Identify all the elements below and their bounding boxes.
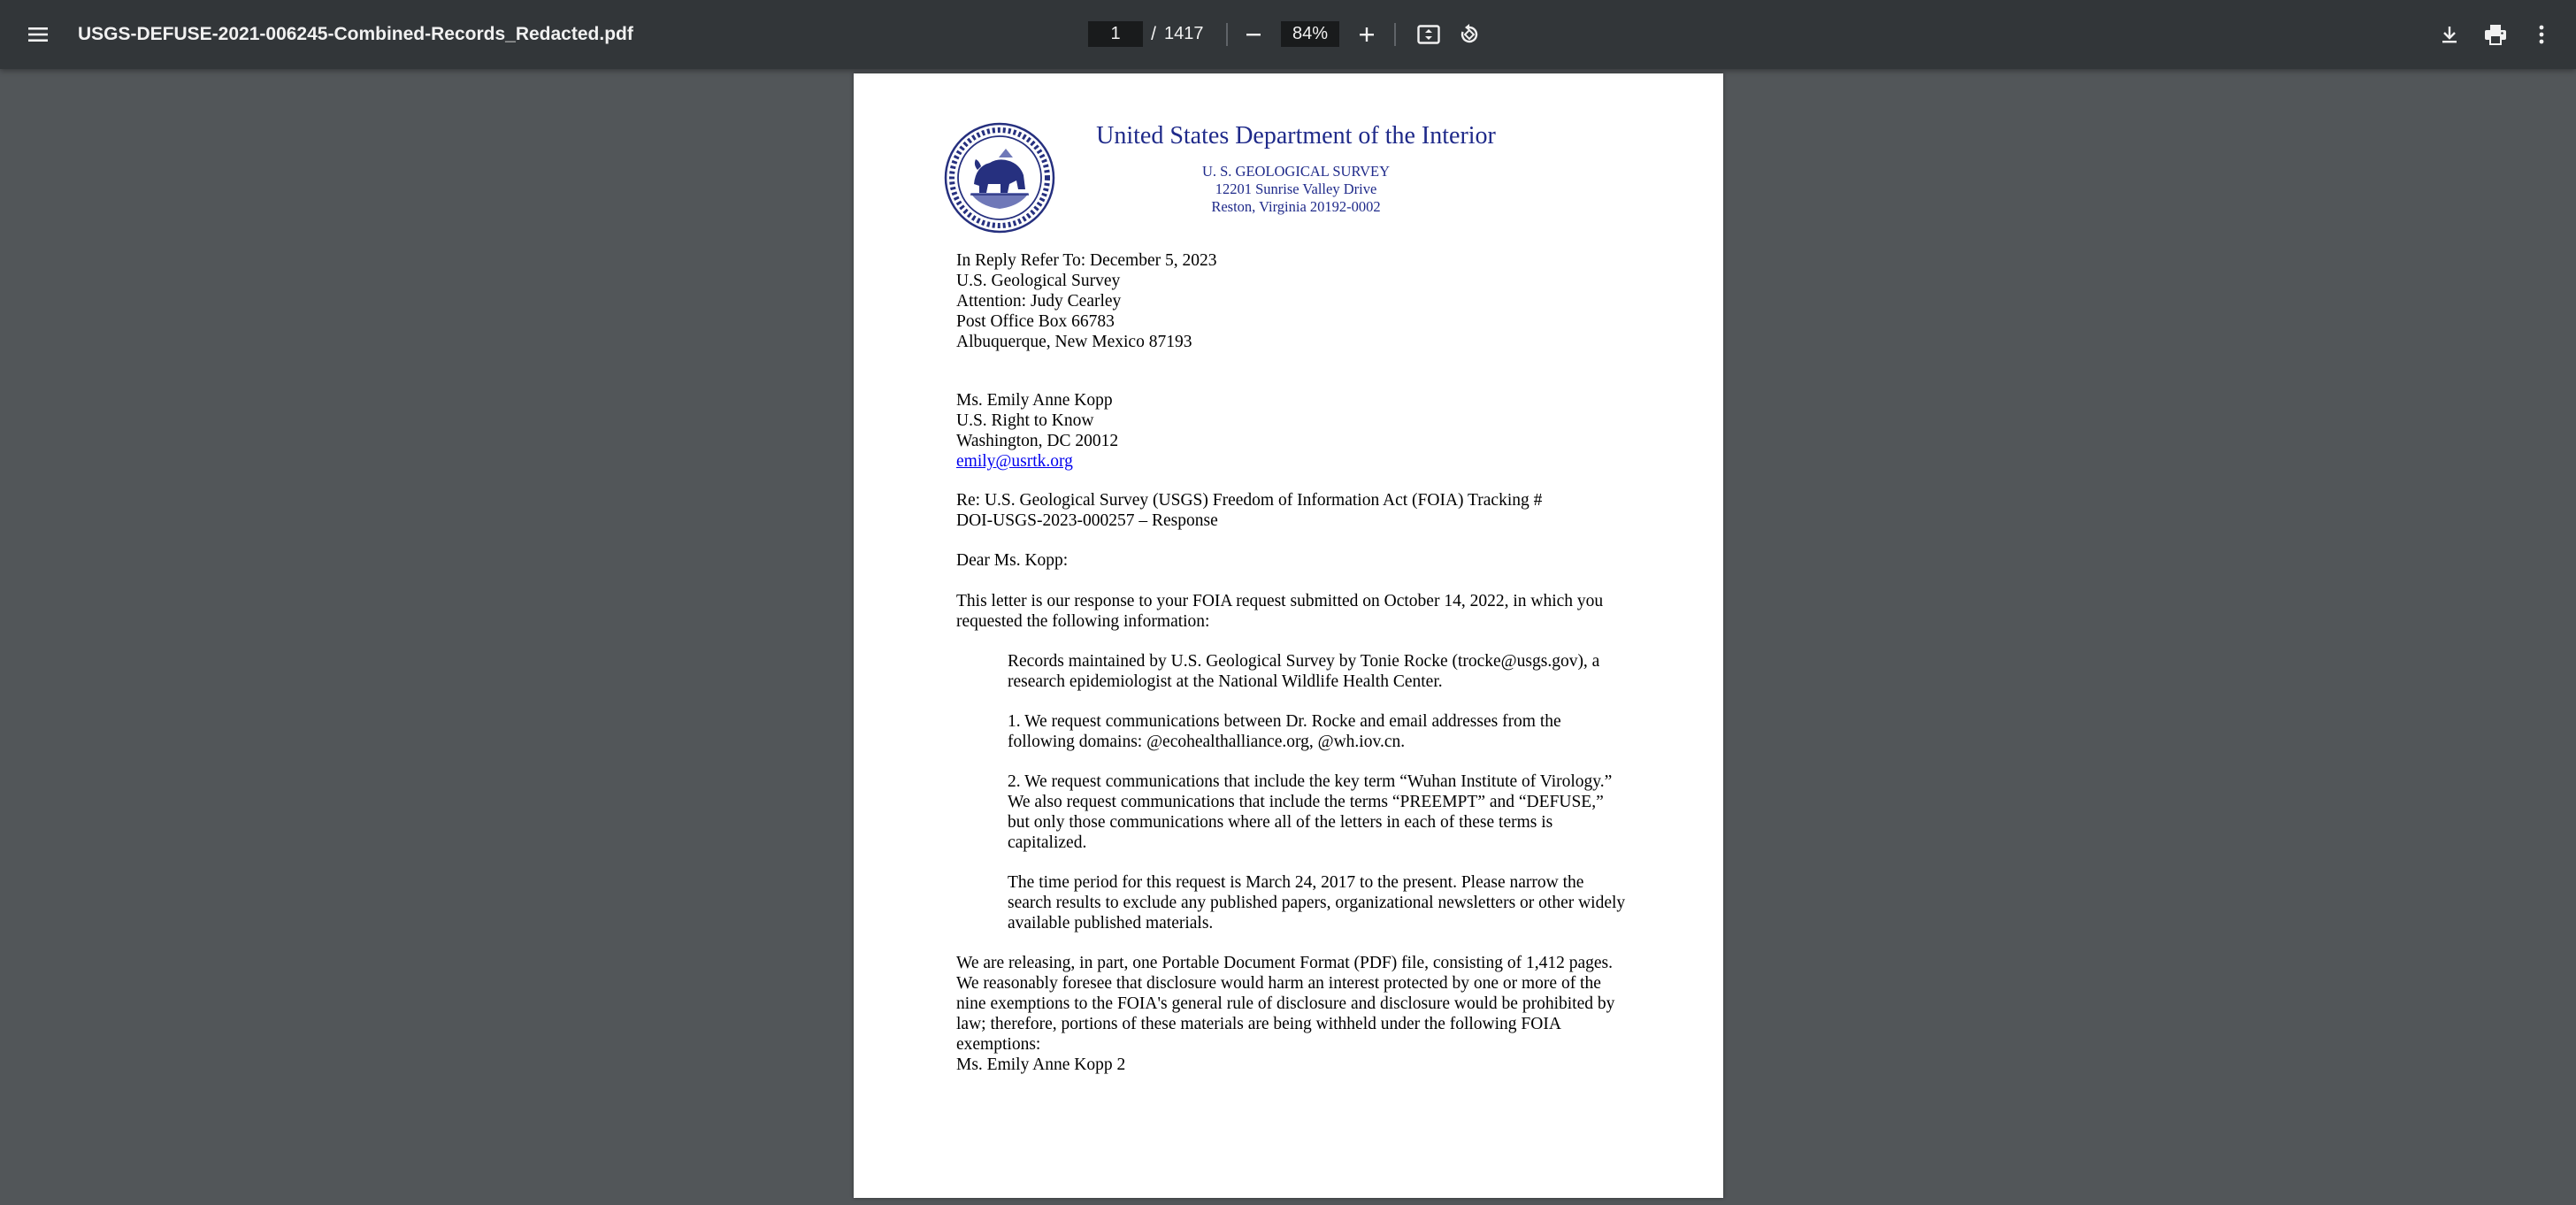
text-line: search results to exclude any published papers, organizational newsletters or other widely	[1008, 894, 1626, 912]
request-item-1	[1008, 711, 1561, 752]
text-line: Attention: Judy Cearley	[956, 292, 1122, 311]
pdf-page	[854, 73, 1723, 1198]
text-line: 1. We request communications between Dr. Rocke and email addresses from the	[1008, 712, 1561, 731]
page-separator: /	[1151, 24, 1156, 44]
text-line: Ms. Emily Anne Kopp 2	[956, 1055, 1126, 1074]
text-line: research epidemiologist at the National Wildlife Health Center.	[1008, 672, 1443, 691]
subject-line	[956, 490, 1542, 531]
menu-icon[interactable]	[23, 19, 53, 50]
text-line: law; therefore, portions of these materials are being withheld under the following FOIA	[956, 1015, 1561, 1033]
text-line: We reasonably foresee that disclosure would harm an interest protected by one or more of the	[956, 974, 1601, 993]
recipient-address	[956, 390, 1118, 472]
time-period-paragraph	[1008, 872, 1625, 933]
letterhead-line: 12201 Sunrise Valley Drive	[1215, 180, 1377, 197]
text-line: capitalized.	[1008, 833, 1087, 852]
salutation: Dear Ms. Kopp:	[956, 551, 1069, 570]
sender-address	[956, 250, 1216, 352]
request-item-2	[1008, 771, 1612, 853]
page-number-input[interactable]	[1088, 21, 1143, 47]
letterhead-line: U. S. GEOLOGICAL SURVEY	[1201, 163, 1391, 180]
text-line: We are releasing, in part, one Portable Document Format (PDF) file, consisting of 1,412 pages.	[956, 954, 1613, 972]
text-line: 2. We request communications that include the key term “Wuhan Institute of Virology.”	[1008, 772, 1613, 791]
release-paragraph	[956, 953, 1614, 1075]
text-line: Re: U.S. Geological Survey (USGS) Freedom of Information Act (FOIA) Tracking #	[956, 491, 1543, 510]
text-line: but only those communications where all of the letters in each of these terms is	[1008, 813, 1553, 832]
text-line: nine exemptions to the FOIA's general rule of disclosure and disclosure would be prohibited by	[956, 994, 1615, 1013]
text-line: U.S. Geological Survey	[956, 272, 1121, 290]
letterhead-department: United States Department of the Interior	[1096, 122, 1496, 150]
zoom-input[interactable]	[1281, 21, 1339, 47]
letterhead-line: Reston, Virginia 20192-0002	[1211, 198, 1381, 215]
rotate-icon[interactable]	[1454, 19, 1484, 50]
text-line: We also request communications that include the terms “PREEMPT” and “DEFUSE,”	[1008, 793, 1604, 811]
text-line: Albuquerque, New Mexico 87193	[956, 333, 1192, 351]
text-line: U.S. Right to Know	[956, 411, 1094, 430]
fit-page-icon[interactable]	[1414, 19, 1444, 50]
toolbar-divider	[1394, 23, 1396, 46]
more-vert-icon[interactable]	[2526, 19, 2557, 50]
text-line: Washington, DC 20012	[956, 432, 1119, 450]
pdf-toolbar	[0, 0, 2576, 69]
text-line: following domains: @ecohealthalliance.org, @wh.iov.cn.	[1008, 733, 1406, 751]
text-line: Post Office Box 66783	[956, 312, 1115, 331]
text-line: In Reply Refer To: December 5, 2023	[956, 251, 1217, 270]
text-line: available published materials.	[1008, 914, 1214, 933]
text-line: exemptions:	[956, 1035, 1041, 1054]
recipient-email-link[interactable]: emily@usrtk.org	[956, 452, 1073, 471]
text-line: Ms. Emily Anne Kopp	[956, 391, 1113, 410]
zoom-in-icon[interactable]	[1352, 19, 1382, 50]
page-total: 1417	[1164, 24, 1204, 43]
intro-paragraph	[956, 591, 1603, 632]
text-line: This letter is our response to your FOIA request submitted on October 14, 2022, in which you	[956, 592, 1604, 610]
print-icon[interactable]	[2480, 19, 2511, 50]
text-line: DOI-USGS-2023-000257 – Response	[956, 511, 1218, 530]
request-quote	[1008, 651, 1599, 692]
text-line: Records maintained by U.S. Geological Survey by Tonie Rocke (trocke@usgs.gov), a	[1008, 652, 1600, 671]
toolbar-divider	[1226, 23, 1228, 46]
text-line: The time period for this request is March 24, 2017 to the present. Please narrow the	[1008, 873, 1584, 892]
file-title: USGS-DEFUSE-2021-006245-Combined-Records_Redacted.pdf	[78, 24, 633, 44]
text-line: requested the following information:	[956, 612, 1210, 631]
download-icon[interactable]	[2434, 19, 2465, 50]
doi-seal-icon	[944, 122, 1055, 234]
letterhead	[1075, 121, 1517, 216]
zoom-out-icon[interactable]	[1238, 19, 1269, 50]
